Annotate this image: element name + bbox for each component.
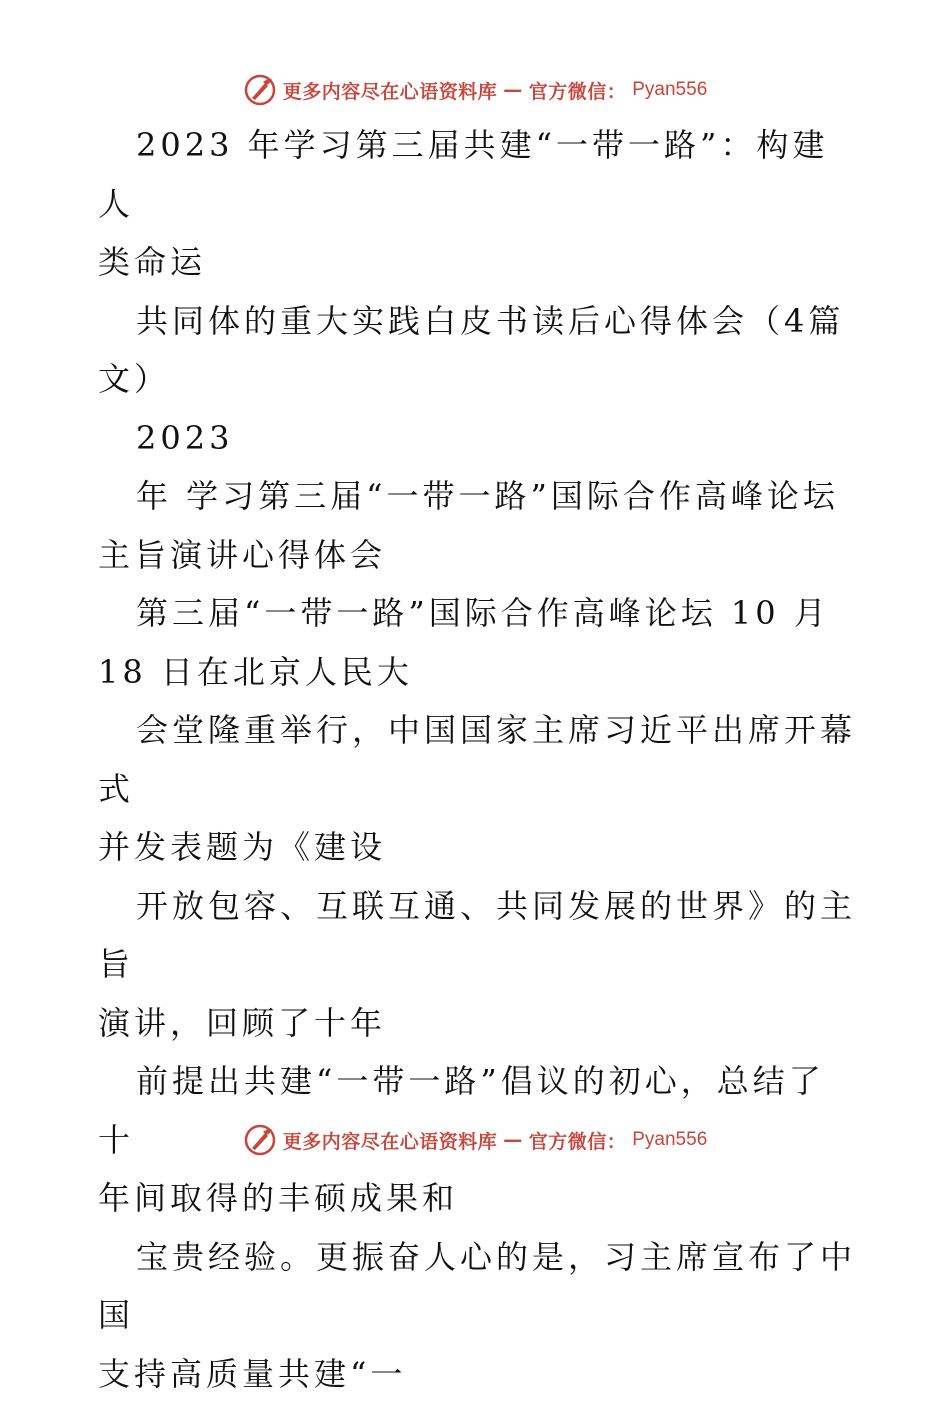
paragraph-title-2 <box>98 292 858 409</box>
text-line: 主旨演讲心得体会 <box>60 526 858 585</box>
watermark-wechat-id: Pyan556 <box>632 79 707 101</box>
watermark-separator: — <box>503 1129 523 1151</box>
text-line: 宝贵经验。更振奋人心的是，习主席宣布了中国 <box>98 1228 858 1345</box>
watermark-text: 更多内容尽在心语资料库 <box>283 77 498 104</box>
paragraph-body <box>98 701 858 877</box>
watermark-wechat-id: Pyan556 <box>632 1129 707 1151</box>
paragraph-body <box>98 877 858 1053</box>
text-line: 前提出共建“一带一路”倡议的初心，总结了十 <box>98 1052 858 1169</box>
quill-logo-icon <box>243 1123 277 1157</box>
text-line: 共同体的重大实践白皮书读后心得体会（4篇 <box>98 292 858 351</box>
watermark-wechat-label: 官方微信： <box>529 1127 627 1154</box>
text-line: 开放包容、互联互通、共同发展的世界》的主旨 <box>98 877 858 994</box>
paragraph-body <box>98 584 858 701</box>
header-watermark <box>0 70 950 110</box>
text-line: 支持高质量共建“一 <box>60 1345 858 1403</box>
text-line: 2023 <box>98 409 858 468</box>
text-line: 第三届“一带一路”国际合作高峰论坛 10 月 <box>98 584 858 643</box>
paragraph-body <box>98 1228 858 1403</box>
watermark-text: 更多内容尽在心语资料库 <box>283 1127 498 1154</box>
text-line: 文） <box>60 350 858 409</box>
footer-watermark <box>0 1120 950 1160</box>
text-line: 年间取得的丰硕成果和 <box>60 1169 858 1228</box>
paragraph-title-1 <box>98 116 858 292</box>
text-line: 会堂隆重举行，中国国家主席习近平出席开幕式 <box>98 701 858 818</box>
text-line: 演讲，回顾了十年 <box>60 994 858 1053</box>
text-line: 18 日在北京人民大 <box>60 643 858 702</box>
text-line: 2023 年学习第三届共建“一带一路”：构建人 <box>98 116 858 233</box>
paragraph-year <box>98 409 858 468</box>
text-line: 并发表题为《建设 <box>60 818 858 877</box>
watermark-wechat-label: 官方微信： <box>529 77 627 104</box>
text-line: 类命运 <box>60 233 858 292</box>
document-body <box>98 116 858 1403</box>
watermark-separator: — <box>503 79 523 101</box>
paragraph-subtitle <box>98 467 858 584</box>
text-line: 年 学习第三届“一带一路”国际合作高峰论坛 <box>98 467 858 526</box>
quill-logo-icon <box>243 73 277 107</box>
